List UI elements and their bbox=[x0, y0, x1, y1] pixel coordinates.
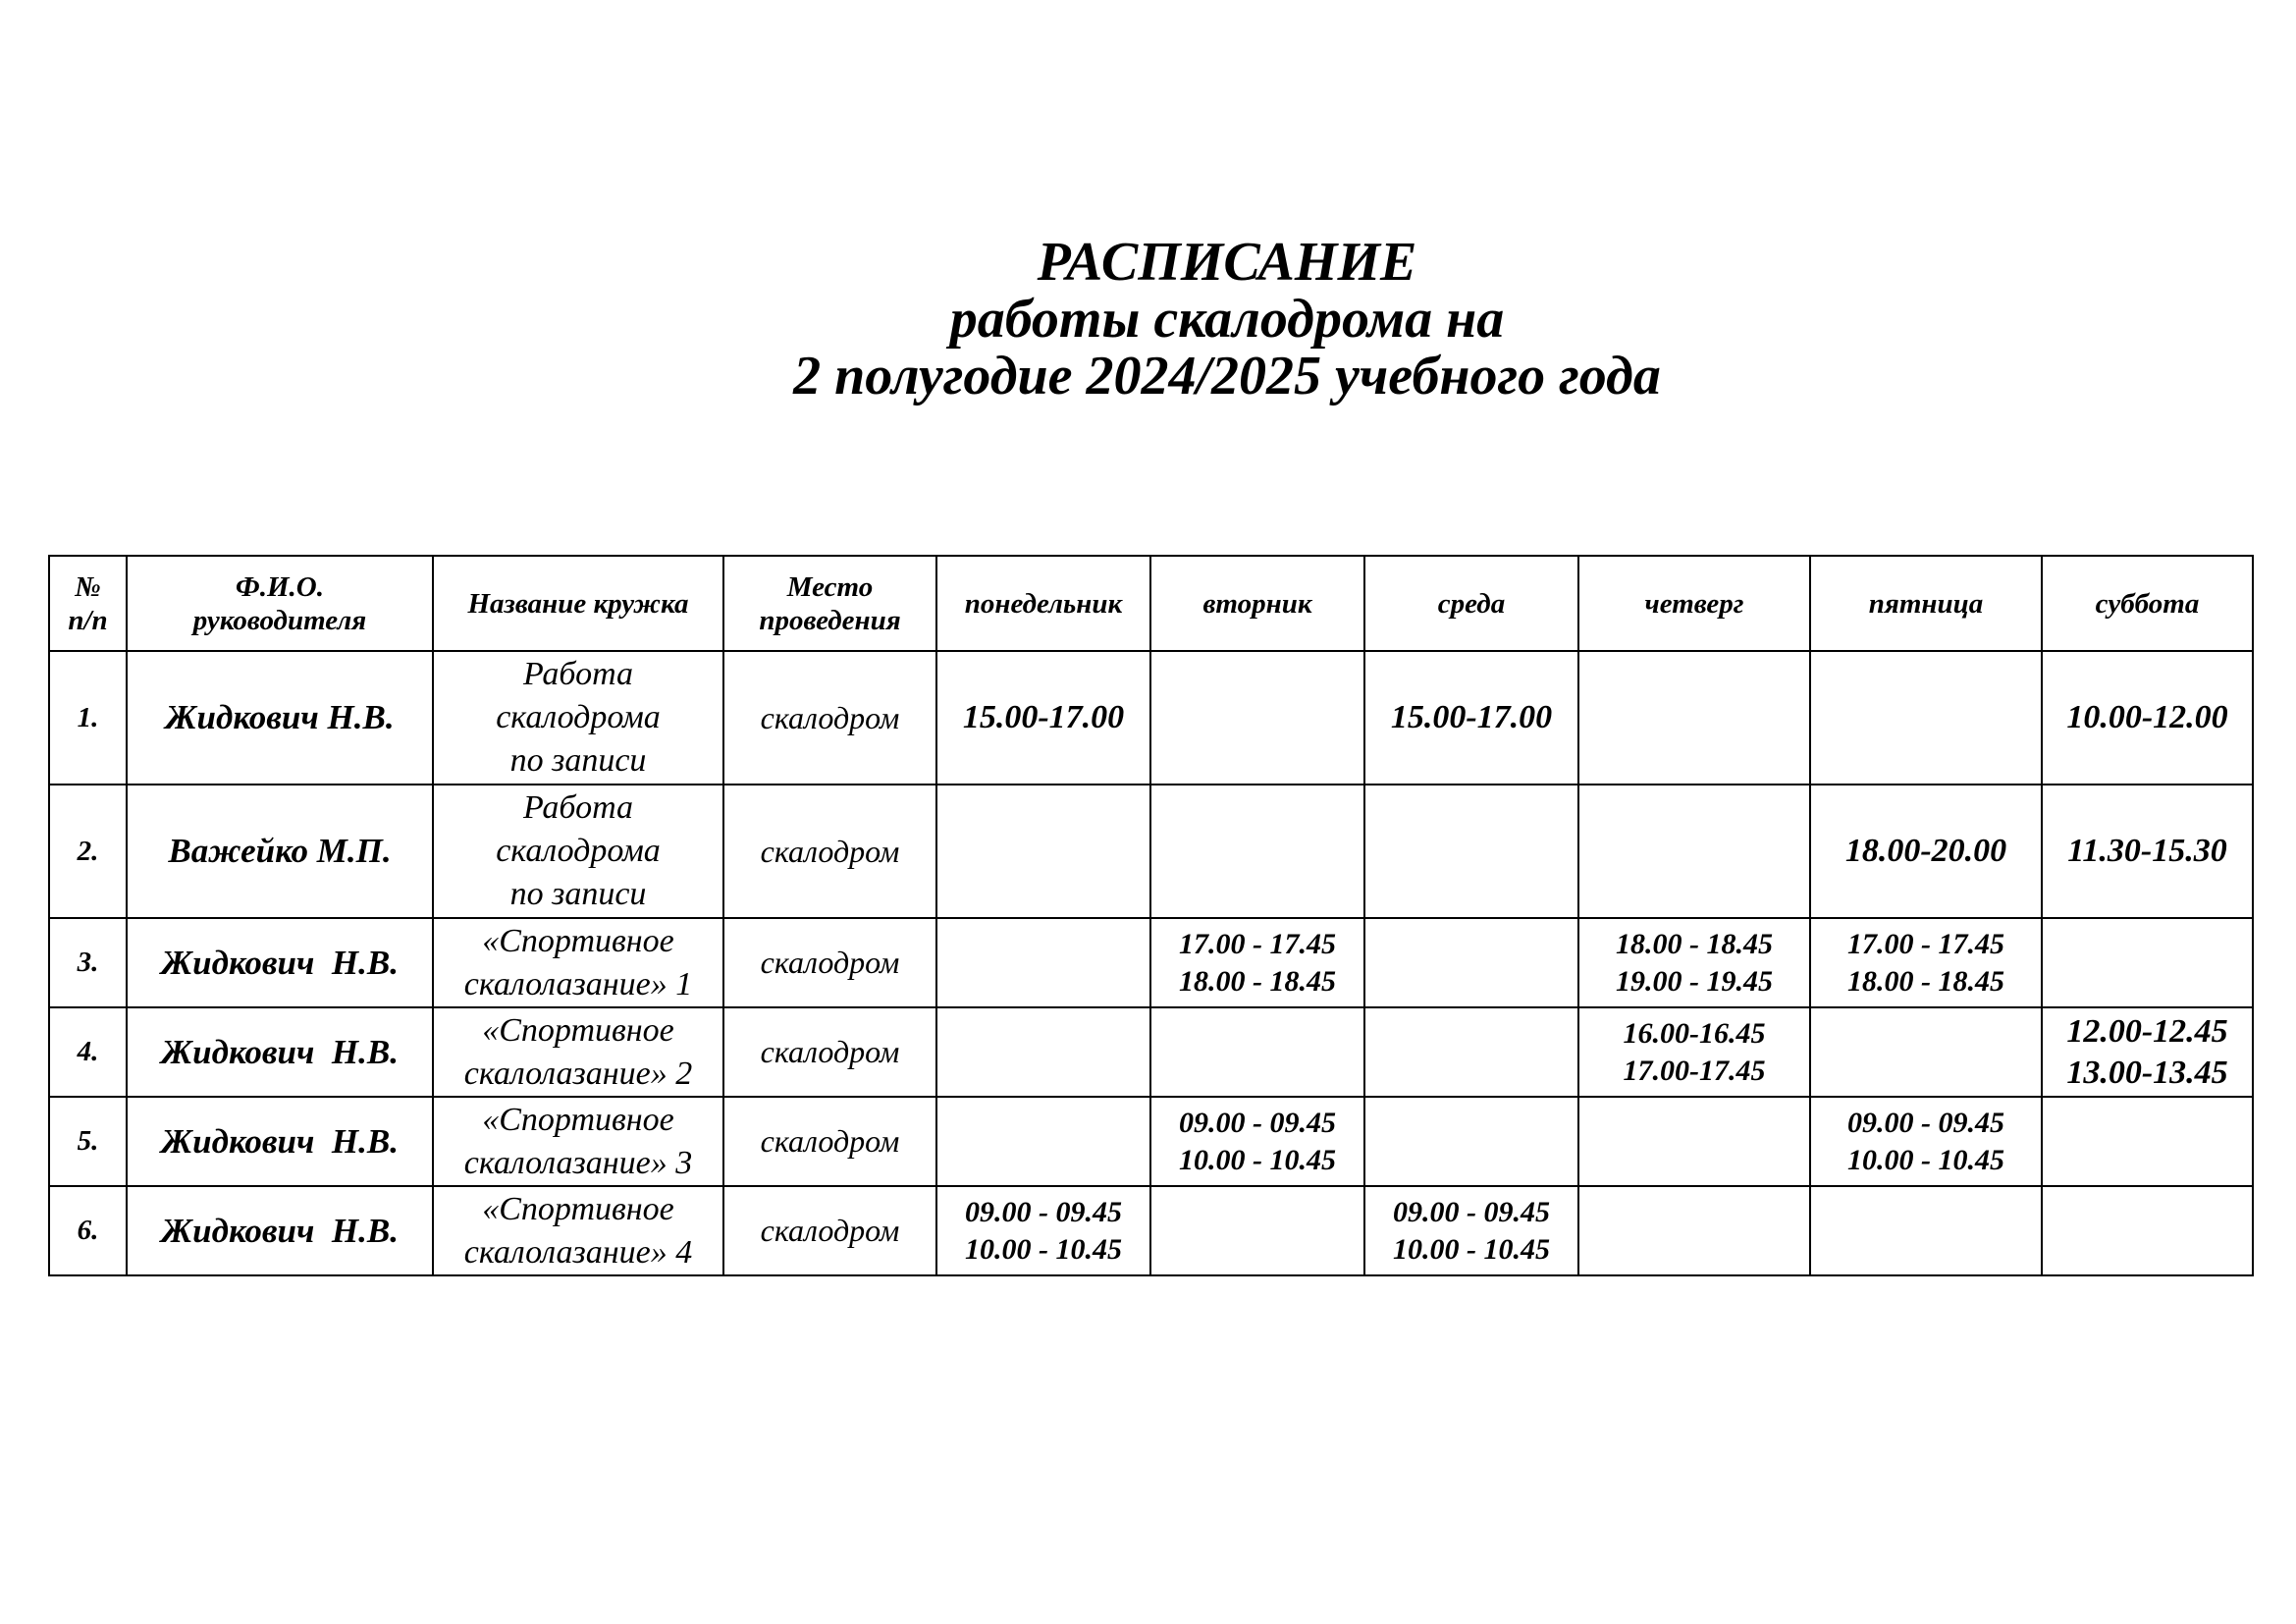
time-wednesday bbox=[1364, 918, 1578, 1007]
time-thursday bbox=[1578, 1097, 1810, 1186]
time-friday bbox=[1810, 1007, 2042, 1097]
time-saturday: 12.00-12.45 13.00-13.45 bbox=[2042, 1007, 2253, 1097]
header-num: № п/п bbox=[49, 556, 127, 651]
place: скалодром bbox=[723, 785, 936, 918]
time-monday bbox=[936, 918, 1150, 1007]
time-tuesday bbox=[1150, 785, 1364, 918]
time-tuesday bbox=[1150, 1186, 1364, 1275]
place: скалодром bbox=[723, 651, 936, 785]
time-thursday bbox=[1578, 1186, 1810, 1275]
header-tuesday: вторник bbox=[1150, 556, 1364, 651]
title-line-1: РАСПИСАНИЕ bbox=[1037, 232, 1417, 293]
title-line-2: работы скалодрома на bbox=[949, 289, 1505, 350]
leader-name: Жидкович Н.В. bbox=[127, 918, 433, 1007]
place: скалодром bbox=[723, 1186, 936, 1275]
time-friday bbox=[1810, 1186, 2042, 1275]
time-monday: 09.00 - 09.45 10.00 - 10.45 bbox=[936, 1186, 1150, 1275]
table-row bbox=[49, 1097, 2253, 1186]
time-tuesday bbox=[1150, 1007, 1364, 1097]
table-row bbox=[49, 785, 2253, 918]
time-wednesday bbox=[1364, 785, 1578, 918]
time-monday: 15.00-17.00 bbox=[936, 651, 1150, 785]
table-row bbox=[49, 1186, 2253, 1275]
time-friday: 17.00 - 17.45 18.00 - 18.45 bbox=[1810, 918, 2042, 1007]
time-thursday: 18.00 - 18.45 19.00 - 19.45 bbox=[1578, 918, 1810, 1007]
time-thursday: 16.00-16.45 17.00-17.45 bbox=[1578, 1007, 1810, 1097]
club-name: «Спортивное скалолазание» 2 bbox=[433, 1007, 723, 1097]
time-wednesday: 15.00-17.00 bbox=[1364, 651, 1578, 785]
time-saturday bbox=[2042, 1097, 2253, 1186]
row-number: 6. bbox=[49, 1186, 127, 1275]
time-thursday bbox=[1578, 651, 1810, 785]
club-name: Работа скалодрома по записи bbox=[433, 651, 723, 785]
time-saturday bbox=[2042, 1186, 2253, 1275]
row-number: 1. bbox=[49, 651, 127, 785]
leader-name: Важейко М.П. bbox=[127, 785, 433, 918]
place: скалодром bbox=[723, 1097, 936, 1186]
header-saturday: суббота bbox=[2042, 556, 2253, 651]
header-fio: Ф.И.О. руководителя bbox=[127, 556, 433, 651]
time-friday: 09.00 - 09.45 10.00 - 10.45 bbox=[1810, 1097, 2042, 1186]
club-name: «Спортивное скалолазание» 4 bbox=[433, 1186, 723, 1275]
header-thursday: четверг bbox=[1578, 556, 1810, 651]
time-tuesday: 17.00 - 17.45 18.00 - 18.45 bbox=[1150, 918, 1364, 1007]
title-line-3: 2 полугодие 2024/2025 учебного года bbox=[793, 346, 1661, 406]
row-number: 4. bbox=[49, 1007, 127, 1097]
header-wednesday: среда bbox=[1364, 556, 1578, 651]
leader-name: Жидкович Н.В. bbox=[127, 651, 433, 785]
place: скалодром bbox=[723, 918, 936, 1007]
leader-name: Жидкович Н.В. bbox=[127, 1007, 433, 1097]
leader-name: Жидкович Н.В. bbox=[127, 1097, 433, 1186]
time-tuesday: 09.00 - 09.45 10.00 - 10.45 bbox=[1150, 1097, 1364, 1186]
leader-name: Жидкович Н.В. bbox=[127, 1186, 433, 1275]
club-name: «Спортивное скалолазание» 3 bbox=[433, 1097, 723, 1186]
schedule-table bbox=[48, 555, 2254, 1276]
time-saturday: 10.00-12.00 bbox=[2042, 651, 2253, 785]
row-number: 2. bbox=[49, 785, 127, 918]
row-number: 5. bbox=[49, 1097, 127, 1186]
time-saturday bbox=[2042, 918, 2253, 1007]
time-wednesday: 09.00 - 09.45 10.00 - 10.45 bbox=[1364, 1186, 1578, 1275]
time-wednesday bbox=[1364, 1097, 1578, 1186]
time-monday bbox=[936, 785, 1150, 918]
header-friday: пятница bbox=[1810, 556, 2042, 651]
place: скалодром bbox=[723, 1007, 936, 1097]
header-monday: понедельник bbox=[936, 556, 1150, 651]
table-row bbox=[49, 651, 2253, 785]
time-tuesday bbox=[1150, 651, 1364, 785]
time-thursday bbox=[1578, 785, 1810, 918]
document-title bbox=[0, 234, 2296, 405]
club-name: Работа скалодрома по записи bbox=[433, 785, 723, 918]
time-saturday: 11.30-15.30 bbox=[2042, 785, 2253, 918]
header-row bbox=[49, 556, 2253, 651]
row-number: 3. bbox=[49, 918, 127, 1007]
header-place: Место проведения bbox=[723, 556, 936, 651]
club-name: «Спортивное скалолазание» 1 bbox=[433, 918, 723, 1007]
time-monday bbox=[936, 1097, 1150, 1186]
header-club: Название кружка bbox=[433, 556, 723, 651]
time-wednesday bbox=[1364, 1007, 1578, 1097]
table-row bbox=[49, 918, 2253, 1007]
time-friday: 18.00-20.00 bbox=[1810, 785, 2042, 918]
table-row bbox=[49, 1007, 2253, 1097]
time-monday bbox=[936, 1007, 1150, 1097]
time-friday bbox=[1810, 651, 2042, 785]
